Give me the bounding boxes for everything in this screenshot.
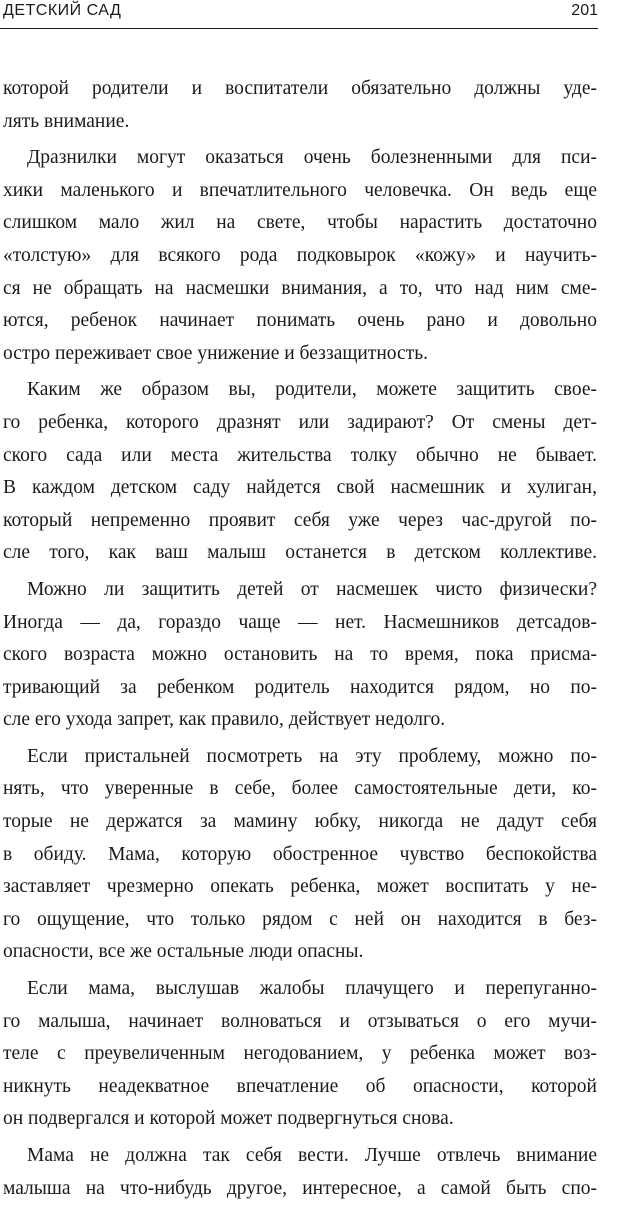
running-head: ДЕТСКИЙ САД bbox=[3, 2, 122, 19]
text-line: ются, ребенок начинает понимать очень рано и довольно bbox=[3, 310, 597, 332]
text-line: Если мама, выслушав жалобы плачущего и перепуганно- bbox=[27, 978, 597, 1000]
text-line: го ребенка, которого дразнят или задирают? От смены дет- bbox=[3, 411, 597, 433]
text-line: сле его ухода запрет, как правило, действует недолго. bbox=[3, 709, 446, 731]
text-line: Мама не должна так себя вести. Лучше отвлечь внимание bbox=[27, 1145, 597, 1166]
text-line: лять внимание. bbox=[3, 110, 130, 132]
text-line: в обиду. Мама, которую обостренное чувство беспокойства bbox=[3, 843, 597, 865]
text-line: он подвергался и которой может подвергнуться снова. bbox=[3, 1108, 454, 1130]
text-line: Каким же образом вы, родители, можете защитить свое- bbox=[27, 379, 597, 401]
text-line: Дразнилки могут оказаться очень болезненными для пси- bbox=[27, 147, 597, 169]
text-line: опасности, все же остальные люди опасны. bbox=[3, 941, 364, 963]
text-line: заставляет чрезмерно опекать ребенка, может воспитать у не- bbox=[3, 876, 597, 898]
text-line: слишком мало жил на свете, чтобы нарастить достаточно bbox=[3, 212, 597, 234]
text-line: ского возраста можно остановить на то время, пока присма- bbox=[3, 644, 597, 666]
text-line: го малыша, начинает волноваться и отзываться о его мучи- bbox=[3, 1010, 597, 1032]
text-line: «толстую» для всякого рода подковырок «кожу» и научить- bbox=[3, 244, 597, 266]
text-line: торые не держатся за мамину юбку, никогда не дадут себя bbox=[3, 811, 597, 833]
text-line: хики маленького и впечатлительного человечка. Он ведь еще bbox=[3, 179, 597, 201]
page-number: 201 bbox=[571, 2, 598, 19]
text-line: тривающий за ребенком родитель находится рядом, но по- bbox=[3, 676, 597, 698]
text-line: теле с преувеличенным негодованием, у ребенка может воз- bbox=[3, 1043, 597, 1065]
text-line: сле того, как ваш малыш останется в детском коллективе. bbox=[3, 542, 597, 564]
text-line: нять, что уверенные в себе, более самостоятельные дети, ко- bbox=[3, 778, 597, 800]
text-line: Иногда — да, гораздо чаще — нет. Насмешников детсадов- bbox=[3, 611, 597, 633]
header-rule bbox=[0, 28, 598, 29]
body-text bbox=[3, 73, 597, 1205]
page-header bbox=[0, 0, 598, 26]
text-line: никнуть неадекватное впечатление об опасности, которой bbox=[3, 1075, 597, 1097]
text-line: который непременно проявит себя уже через час-другой по- bbox=[3, 509, 597, 531]
text-line: малыша на что-нибудь другое, интересное, а самой быть спо- bbox=[3, 1177, 597, 1199]
text-line: Можно ли защитить детей от насмешек чисто физически? bbox=[27, 578, 597, 600]
text-line: В каждом детском саду найдется свой насмешник и хулиган, bbox=[3, 477, 597, 499]
text-line: ся не обращать на насмешки внимания, а то, что над ним сме- bbox=[3, 277, 597, 299]
text-line: остро переживает свое унижение и беззащитность. bbox=[3, 342, 428, 364]
text-line: го ощущение, что только рядом с ней он находится в без- bbox=[3, 908, 597, 930]
text-line: ского сада или места жительства толку обычно не бывает. bbox=[3, 444, 597, 466]
text-line: Если пристальней посмотреть на эту проблему, можно по- bbox=[27, 745, 597, 767]
text-line: которой родители и воспитатели обязательно должны уде- bbox=[3, 78, 597, 99]
